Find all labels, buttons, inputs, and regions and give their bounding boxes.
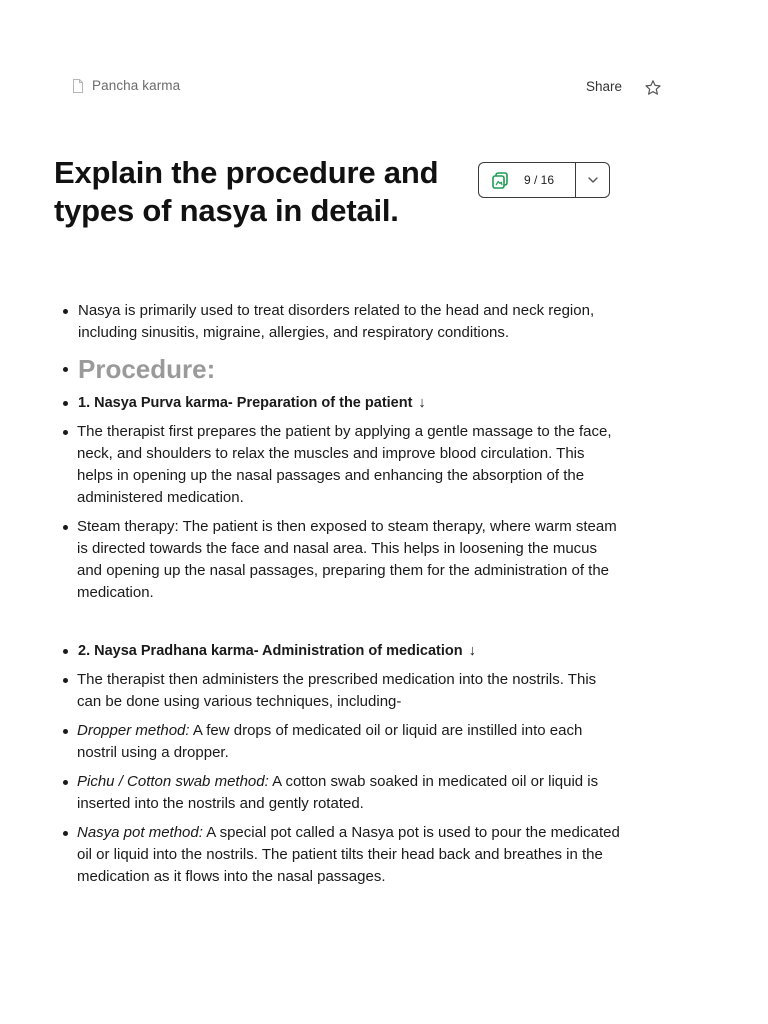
method-name: Dropper method:	[77, 722, 190, 739]
list-item-intro: Nasya is primarily used to treat disorders related to the head and neck region, including sinusitis, migraine, allergies, and respiratory conditions.	[54, 300, 624, 344]
list-item-method	[54, 720, 624, 764]
method-text: A few drops of medicated oil or liquid are instilled into each nostril using a dropper.	[77, 722, 583, 761]
section-title-pradhana-karma[interactable]	[54, 640, 624, 662]
arrow-down-icon: ↓	[468, 643, 476, 659]
method-text: A special pot called a Nasya pot is used to pour the medicated oil or liquid into the nostrils. The patient tilts their head back and breathes in the medication as it flows into the nasal passages.	[77, 824, 620, 885]
method-name: Pichu / Cotton swab method:	[77, 773, 269, 790]
section-title-label: 1. Nasya Purva karma- Preparation of the patient	[78, 395, 413, 411]
flashcard-widget	[478, 162, 610, 198]
list-item: The therapist first prepares the patient by applying a gentle massage to the face, neck, and shoulders to relax the muscles and improve blood circulation. This helps in opening up the nasal passages and enhancing the absorption of the administered medication.	[54, 421, 624, 509]
flashcards-icon	[490, 170, 510, 190]
chevron-down-icon	[587, 176, 599, 184]
share-button[interactable]: Share	[586, 79, 623, 94]
page-icon	[72, 79, 84, 93]
section-title-label: 2. Naysa Pradhana karma- Administration of medication	[78, 643, 463, 659]
list-item: Steam therapy: The patient is then exposed to steam therapy, where warm steam is directed towards the face and nasal area. This helps in loosening the mucus and opening up the nasal passages, preparing them for the administration of the medication.	[54, 516, 624, 604]
method-name: Nasya pot method:	[77, 824, 203, 841]
flashcard-button[interactable]	[479, 163, 576, 197]
star-icon[interactable]	[644, 79, 662, 97]
breadcrumb-label: Pancha karma	[92, 78, 181, 93]
list-item-method	[54, 822, 624, 888]
flashcard-counter: 9 / 16	[524, 173, 555, 187]
flashcard-dropdown-button[interactable]	[576, 163, 609, 197]
top-bar	[0, 72, 768, 104]
content-body	[54, 300, 624, 888]
arrow-down-icon: ↓	[418, 395, 426, 411]
page-title: Explain the procedure and types of nasya in detail.	[54, 155, 439, 228]
list-item: The therapist then administers the prescribed medication into the nostrils. This can be done using various techniques, including-	[54, 669, 624, 713]
procedure-heading: Procedure:	[54, 352, 624, 386]
section-title-purva-karma[interactable]	[54, 392, 624, 414]
list-item-method	[54, 771, 624, 815]
method-text: A cotton swab soaked in medicated oil or liquid is inserted into the nostrils and gently rotated.	[77, 773, 599, 812]
breadcrumb[interactable]	[72, 78, 180, 93]
